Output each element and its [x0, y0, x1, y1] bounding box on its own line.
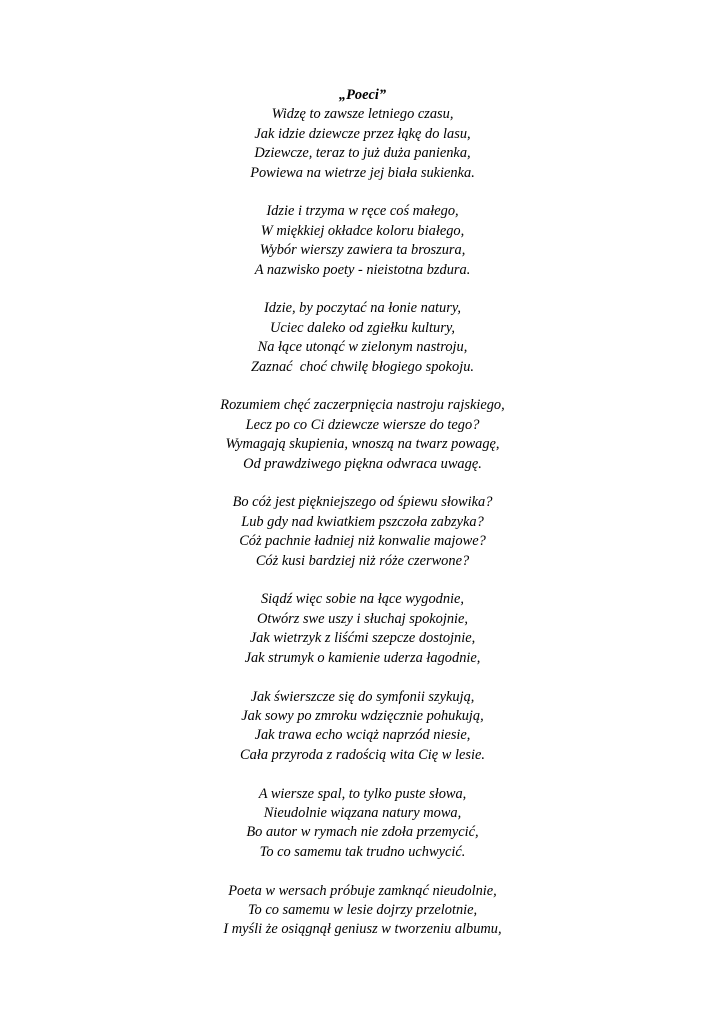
poem-line: Idzie, by poczytać na łonie natury,	[263, 300, 462, 317]
poem-line: Cała przyroda z radością wita Cię w lesie.	[240, 746, 485, 763]
poem-line: Bo autor w rymach nie zdoła przemycić,	[246, 824, 479, 841]
poem-line: Wybór wierszy zawiera ta broszura,	[259, 242, 466, 259]
poem-line: Jak sowy po zmroku wdzięcznie pohukują,	[241, 707, 484, 724]
stanza	[0, 105, 725, 183]
poem-line: Od prawdziwego piękna odwraca uwagę.	[243, 455, 482, 472]
poem-line: Idzie i trzyma w ręce coś małego,	[266, 203, 459, 220]
stanza	[0, 396, 725, 474]
poem-line: Jak trawa echo wciąż naprzód niesie,	[254, 727, 471, 744]
poem-line: Rozumiem chęć zaczerpnięcia nastroju rajskiego,	[220, 397, 505, 414]
stanza	[0, 202, 725, 280]
poem-line: Zaznać choć chwilę błogiego spokoju.	[250, 358, 475, 375]
poem-line: Otwórz swe uszy i słuchaj spokojnie,	[256, 610, 469, 627]
poem-line: Dziewcze, teraz to już duża panienka,	[254, 145, 471, 162]
poem-line: Uciec daleko od zgiełku kultury,	[269, 319, 456, 336]
poem-line: Cóż kusi bardziej niż róże czerwone?	[255, 552, 470, 569]
poem-body	[0, 105, 725, 939]
poem-line: A nazwisko poety - nieistotna bzdura.	[254, 261, 471, 278]
stanza	[0, 493, 725, 571]
stanza	[0, 785, 725, 863]
poem-line: W miękkiej okładce koloru białego,	[260, 222, 465, 239]
poem-line: Siądź więc sobie na łące wygodnie,	[260, 591, 465, 608]
stanza	[0, 688, 725, 766]
stanza	[0, 299, 725, 377]
poem-line: To co samemu tak trudno uchwycić.	[259, 843, 466, 860]
poem-line: Jak świerszcze się do symfonii szykują,	[250, 688, 475, 705]
poem-line: Nieudolnie wiązana natury mowa,	[263, 804, 462, 821]
poem-line: Wymagają skupienia, wnoszą na twarz powagę,	[225, 436, 500, 453]
poem-line: Jak idzie dziewcze przez łąkę do lasu,	[254, 125, 471, 142]
poem-line: To co samemu w lesie dojrzy przelotnie,	[247, 901, 478, 918]
poem-line: Widzę to zawsze letniego czasu,	[271, 106, 454, 123]
poem-line: Lub gdy nad kwiatkiem pszczoła zabzyka?	[241, 513, 484, 530]
stanza	[0, 882, 725, 940]
poem-line: A wiersze spal, to tylko puste słowa,	[258, 785, 467, 802]
poem-line: Powiewa na wietrze jej biała sukienka.	[250, 164, 475, 181]
poem-line: Bo cóż jest piękniejszego od śpiewu słowika?	[232, 494, 493, 511]
poem-line: Lecz po co Ci dziewcze wiersze do tego?	[245, 416, 480, 433]
poem	[0, 86, 725, 959]
poem-line: Poeta w wersach próbuje zamknąć nieudolnie,	[228, 882, 497, 899]
stanza	[0, 590, 725, 668]
poem-line: I myśli że osiągnął geniusz w tworzeniu albumu,	[223, 921, 502, 938]
poem-line: Na łące utonąć w zielonym nastroju,	[257, 339, 468, 356]
poem-line: Jak wietrzyk z liśćmi szepcze dostojnie,	[249, 630, 476, 647]
poem-title: „Poeci”	[338, 87, 387, 103]
poem-line: Cóż pachnie ładniej niż konwalie majowe?	[239, 533, 486, 550]
poem-line: Jak strumyk o kamienie uderza łagodnie,	[244, 649, 481, 666]
